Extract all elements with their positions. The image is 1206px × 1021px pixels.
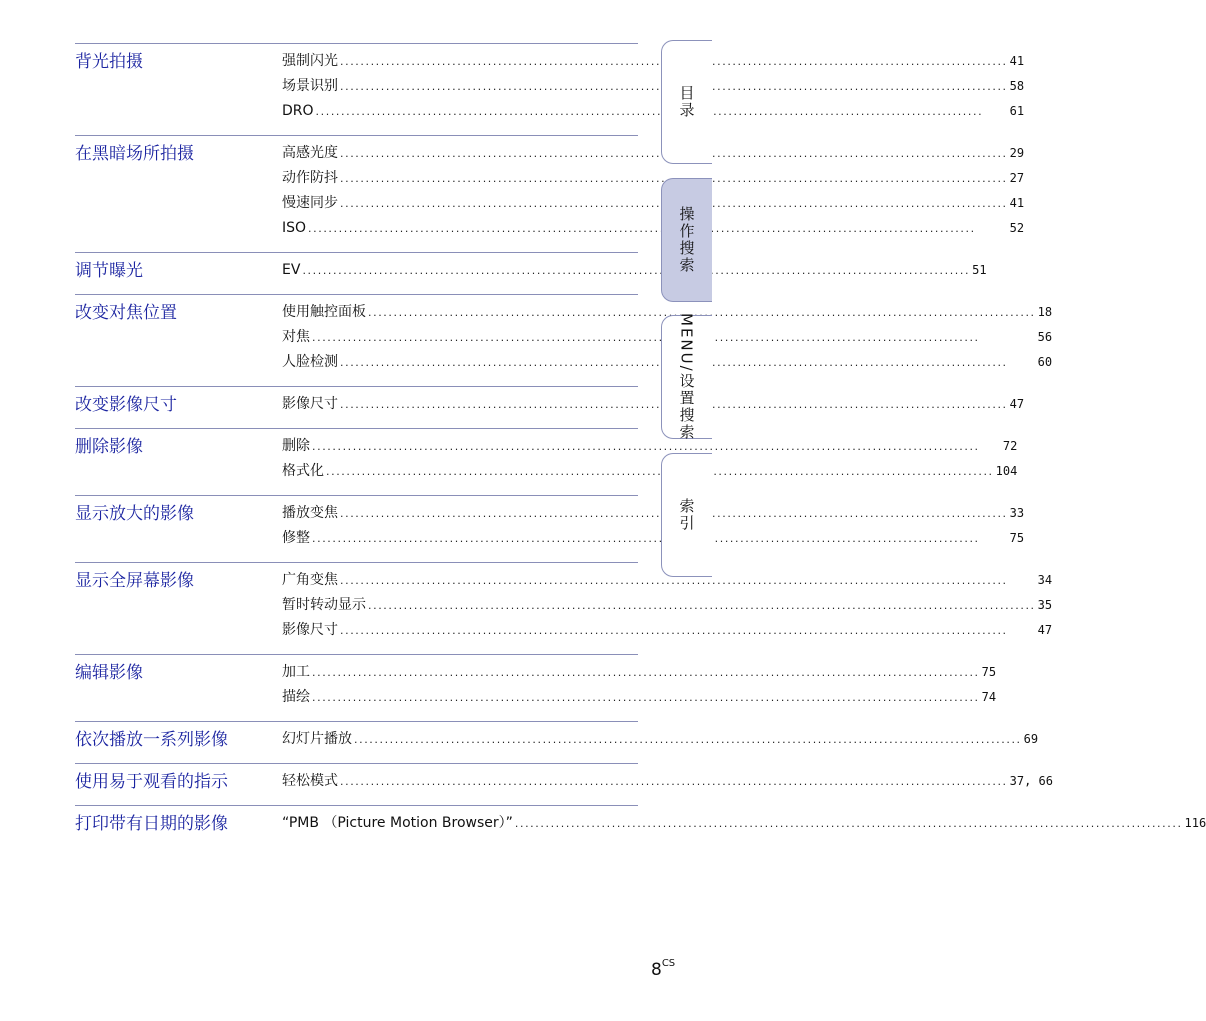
page-number-suffix: CS: [661, 958, 676, 969]
entry-label: 暂时转动显示: [282, 597, 366, 613]
dot-leader: [302, 258, 970, 283]
entry-label: 加工: [282, 664, 310, 680]
dot-leader: [308, 216, 1008, 241]
toc-entry[interactable]: [282, 811, 1206, 836]
toc-section: [75, 386, 1025, 428]
section-items: [282, 392, 1024, 428]
tab-operation-search-label: 操作搜索: [677, 206, 696, 274]
tab-index[interactable]: [661, 453, 712, 577]
entry-label: 对焦: [282, 329, 310, 345]
entry-page-link[interactable]: 58: [1009, 79, 1025, 93]
toc-entry[interactable]: [282, 459, 1017, 484]
section-items: [282, 727, 1038, 763]
entry-page-link[interactable]: 41: [1009, 54, 1025, 68]
tab-contents-label: 目录: [677, 85, 696, 119]
section-items: [282, 141, 1024, 252]
toc-entry[interactable]: [282, 74, 1024, 99]
entry-page-link[interactable]: 60: [1037, 355, 1053, 369]
entry-page-link[interactable]: 51: [972, 263, 987, 277]
dot-leader: [312, 526, 1008, 551]
entry-label: 幻灯片播放: [282, 731, 352, 747]
section-category: 编辑影像: [75, 663, 143, 683]
dot-leader: [340, 769, 1008, 794]
entry-page-link[interactable]: 35: [1037, 598, 1053, 612]
entry-label: 描绘: [282, 689, 310, 705]
section-category: 使用易于观看的指示: [75, 772, 228, 792]
entry-label: 格式化: [282, 463, 324, 479]
entry-page-link[interactable]: 69: [1023, 732, 1039, 746]
entry-label: 广角变焦: [282, 572, 338, 588]
section-category: 删除影像: [75, 437, 143, 457]
dot-leader: [515, 811, 1183, 836]
toc-entry[interactable]: [282, 618, 1052, 643]
entry-page-link[interactable]: 104: [995, 464, 1018, 478]
entry-label: “PMB （Picture Motion Browser）”: [282, 815, 513, 831]
entry-label: 影像尺寸: [282, 622, 338, 638]
section-category: 背光拍摄: [75, 52, 143, 72]
entry-page-link[interactable]: 18: [1037, 305, 1053, 319]
dot-leader: [312, 660, 980, 685]
section-category: 显示全屏幕影像: [75, 571, 194, 591]
dot-leader: [340, 618, 1036, 643]
section-category: 在黑暗场所拍摄: [75, 144, 194, 164]
toc-entry[interactable]: [282, 166, 1024, 191]
section-category: 改变对焦位置: [75, 303, 177, 323]
entry-page-link[interactable]: 27: [1009, 171, 1025, 185]
toc-section: [75, 562, 1053, 654]
page-number: [651, 960, 675, 980]
entry-label: 人脸检测: [282, 354, 338, 370]
tab-operation-search[interactable]: [661, 178, 712, 302]
entry-label: 场景识别: [282, 78, 338, 94]
toc-entry[interactable]: [282, 727, 1038, 752]
toc-entry[interactable]: [282, 769, 1053, 794]
section-items: [282, 769, 1053, 805]
entry-page-link[interactable]: 72: [1002, 439, 1018, 453]
tab-menu-settings-search-label: MENU/设置搜索: [677, 313, 696, 441]
toc-section: [75, 654, 997, 721]
entry-page-link[interactable]: 47: [1009, 397, 1025, 411]
section-items: [282, 660, 996, 721]
dot-leader: [326, 459, 994, 484]
entry-page-link[interactable]: 75: [1009, 531, 1025, 545]
entry-label: 使用触控面板: [282, 304, 366, 320]
dot-leader: [312, 434, 1001, 459]
section-category: 改变影像尺寸: [75, 395, 177, 415]
toc-entry[interactable]: [282, 258, 987, 283]
entry-page-link[interactable]: 47: [1037, 623, 1053, 637]
entry-page-link[interactable]: 34: [1037, 573, 1053, 587]
toc-entry[interactable]: [282, 392, 1024, 417]
tab-index-label: 索引: [677, 498, 696, 532]
toc-entry[interactable]: [282, 141, 1024, 166]
toc-entry[interactable]: [282, 593, 1052, 618]
entry-page-link[interactable]: 29: [1009, 146, 1025, 160]
entry-label: 动作防抖: [282, 170, 338, 186]
toc-entry[interactable]: [282, 49, 1024, 74]
entry-label: ISO: [282, 220, 307, 236]
page-number-value: 8: [651, 960, 662, 980]
entry-page-link[interactable]: 116: [1184, 816, 1206, 830]
entry-page-link[interactable]: 56: [1037, 330, 1053, 344]
entry-label: DRO: [282, 103, 314, 119]
entry-label: 播放变焦: [282, 505, 338, 521]
dot-leader: [312, 685, 980, 710]
toc-section: [75, 721, 1039, 763]
toc-entry[interactable]: [282, 660, 996, 685]
entry-page-link[interactable]: 33: [1009, 506, 1025, 520]
entry-page-link[interactable]: 41: [1009, 196, 1025, 210]
section-category: 显示放大的影像: [75, 504, 194, 524]
toc-section: [75, 763, 1054, 805]
toc-entry[interactable]: [282, 191, 1024, 216]
dot-leader: [368, 593, 1036, 618]
section-category: 依次播放一系列影像: [75, 730, 228, 750]
section-items: [282, 501, 1024, 562]
entry-label: 高感光度: [282, 145, 338, 161]
entry-page-link[interactable]: 75: [981, 665, 997, 679]
section-items: [282, 434, 1017, 495]
entry-label: 轻松模式: [282, 773, 338, 789]
toc-section: [75, 428, 1018, 495]
toc-entry[interactable]: [282, 501, 1024, 526]
toc-section: [75, 252, 987, 294]
dot-leader: [354, 727, 1022, 752]
section-items: [282, 568, 1052, 654]
entry-page-link[interactable]: 61: [1009, 104, 1025, 118]
entry-label: EV: [282, 262, 301, 278]
tab-menu-settings-search[interactable]: [661, 315, 712, 439]
toc-section: [75, 805, 1206, 847]
entry-label: 删除: [282, 438, 310, 454]
entry-label: 影像尺寸: [282, 396, 338, 412]
entry-page-link[interactable]: 74: [981, 690, 997, 704]
toc-entry[interactable]: [282, 99, 1024, 124]
entry-page-link[interactable]: 37, 66: [1009, 774, 1054, 788]
toc-entry[interactable]: [282, 526, 1024, 551]
toc-entry[interactable]: [282, 434, 1017, 459]
entry-label: 慢速同步: [282, 195, 338, 211]
section-items: [282, 811, 1206, 847]
section-items: [282, 49, 1024, 135]
section-items: [282, 258, 987, 294]
section-category: 打印带有日期的影像: [75, 814, 228, 834]
toc-entry[interactable]: [282, 685, 996, 710]
entry-label: 强制闪光: [282, 53, 338, 69]
section-category: 调节曝光: [75, 261, 143, 281]
entry-page-link[interactable]: 52: [1009, 221, 1025, 235]
tab-contents[interactable]: [661, 40, 712, 164]
entry-label: 修整: [282, 530, 310, 546]
toc-entry[interactable]: [282, 216, 1024, 241]
